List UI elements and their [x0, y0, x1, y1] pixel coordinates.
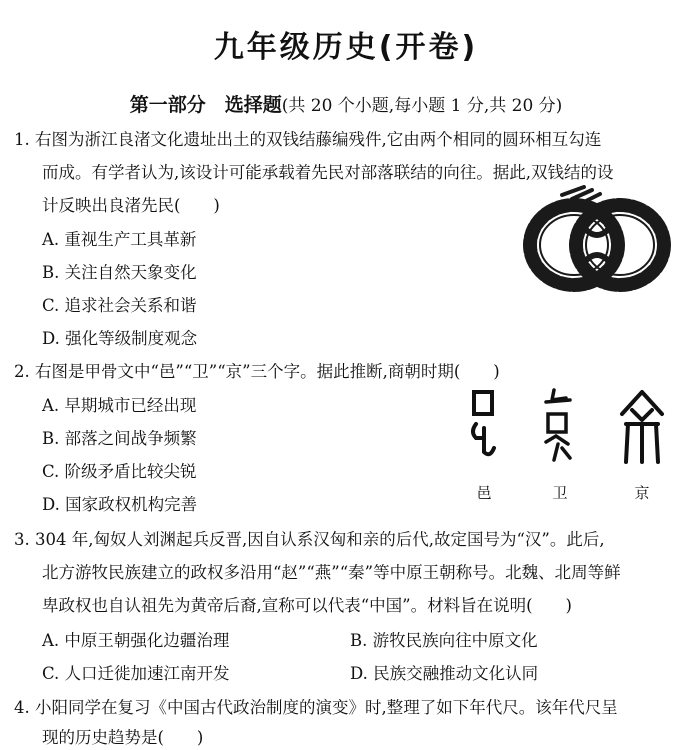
- q4-line-1: 4. 小阳同学在复习《中国古代政治制度的演变》时,整理了如下年代尺。该年代尺呈: [14, 698, 618, 717]
- q2-option-a: A. 早期城市已经出现: [42, 396, 197, 415]
- oracle-glyph-yi: [466, 388, 502, 468]
- q4-line-2: 现的历史趋势是( ): [42, 728, 204, 747]
- glyph-label-wei: 卫: [552, 484, 568, 502]
- q1-option-c: C. 追求社会关系和谐: [42, 296, 197, 315]
- exam-title: 九年级历史(开卷): [213, 30, 479, 65]
- q2-option-c: C. 阶级矛盾比较尖锐: [42, 462, 197, 481]
- q2-stem: 2. 右图是甲骨文中“邑”“卫”“京”三个字。据此推断,商朝时期( ): [14, 362, 500, 381]
- q3-option-a: A. 中原王朝强化边疆治理: [42, 631, 230, 650]
- section-header: [0, 90, 692, 117]
- q2-option-b: B. 部落之间战争频繁: [42, 429, 197, 448]
- oracle-glyph-wei: [540, 388, 576, 468]
- q1-option-a: A. 重视生产工具革新: [42, 230, 197, 249]
- q1-line-2: 而成。有学者认为,该设计可能承载着先民对部落联结的向往。据此,双钱结的设: [42, 163, 614, 182]
- double-coin-knot-image: [522, 185, 672, 297]
- q1-line-3: 计反映出良渚先民( ): [42, 196, 220, 215]
- q2-option-d: D. 国家政权机构完善: [42, 495, 198, 514]
- oracle-glyph-jing: [616, 388, 668, 468]
- q3-option-c: C. 人口迁徙加速江南开发: [42, 664, 230, 683]
- q1-option-d: D. 强化等级制度观念: [42, 329, 198, 348]
- glyph-label-jing: 京: [634, 484, 650, 502]
- q3-line-2: 北方游牧民族建立的政权多沿用“赵”“燕”“秦”等中原王朝称号。北魏、北周等鲜: [42, 563, 621, 582]
- q3-line-1: 3. 304 年,匈奴人刘渊起兵反晋,因自认系汉匈和亲的后代,故定国号为“汉”。此后,: [14, 530, 605, 549]
- glyph-label-yi: 邑: [476, 484, 492, 502]
- section-name: 第一部分 选择题: [129, 94, 282, 116]
- q3-line-3: 卑政权也自认祖先为黄帝后裔,宣称可以代表“中国”。材料旨在说明( ): [42, 596, 572, 615]
- q1-line-1: 1. 右图为浙江良渚文化遗址出土的双钱结藤编残件,它由两个相同的圆环相互勾连: [14, 130, 602, 149]
- q3-option-b: B. 游牧民族向往中原文化: [350, 631, 538, 650]
- section-note: (共 20 个小题,每小题 1 分,共 20 分): [281, 96, 563, 116]
- q1-option-b: B. 关注自然天象变化: [42, 263, 197, 282]
- q3-option-d: D. 民族交融推动文化认同: [350, 664, 539, 683]
